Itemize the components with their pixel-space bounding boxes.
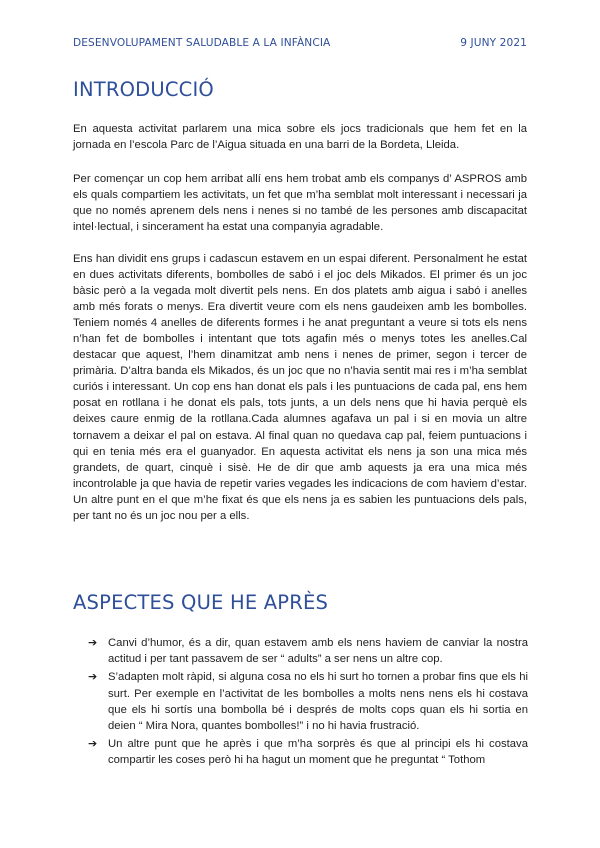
- arrow-bullet-icon: ➔: [88, 737, 98, 751]
- page-header: [73, 37, 527, 53]
- learned-heading: ASPECTES QUE HE APRÈS: [73, 591, 329, 614]
- list-item: [88, 635, 528, 667]
- list-item-text: S’adapten molt ràpid, si alguna cosa no els hi surt ho tornen a probar fins que els hi surt. Per exemple en l’activitat de les bombolles a molts nens nens els hi costava que els hi sortís una bombolla bé i després de molts cops quan els hi sortia en deien “ Mira Nora, quantes bombolles!” i no hi havia frustració.: [108, 671, 528, 732]
- intro-paragraph-2: Per començar un cop hem arribat allí ens hem trobat amb els companys d’ ASPROS amb els quals compartiem les activitats, un fet que m’ha semblat molt interessant i necessari ja que no només aprenem dels nens i nenes si no també de les persones amb discapacitat intel·lectual, i sincerament ha estat una companyia agradable.: [73, 173, 527, 234]
- introduction-heading: INTRODUCCIÓ: [73, 78, 214, 101]
- intro-paragraph-1: En aquesta activitat parlarem una mica sobre els jocs tradicionals que hem fet en la jornada en l’escola Parc de l’Aigua situada en una barri de la Bordeta, Lleida.: [73, 123, 527, 152]
- intro-paragraph-3: Ens han dividit ens grups i cadascun estavem en un espai diferent. Personalment he estat en dues activitats diferents, bombolles de sabó i el joc dels Mikados. El primer és un joc bàsic però a la vegada molt divertit pels nens. En dos platets amb aigua i sabó i anelles amb més forats o menys. Era divertit veure com els nens gaudeixen amb les bombolles. Teniem només 4 anelles de diferents formes i he anat preguntant a veure si tots els nens n’han fet de bombolles i intentant que tots agafin més o menys totes les anelles.Cal destacar que aquest, l’hem dinamitzat amb nens i nenes de primer, segon i tercer de primària. D’altra banda els Mikados, és un joc que no n’havia sentit mai res i m’ha semblat curiós i interessant. Un cop ens han donat els pals i les puntuacions de cada pal, ens hem posat en rotllana i he donat els pals, tots junts, a un dels nens que hi havia perquè els deixes caure enmig de la rotllana.Cada alumnes agafava un pal i si en movia un altre tornavem a deixar el pal on estava. Al final quan no quedava cap pal, feiem puntuacions i qui en tenia més era el guanyador. En aquesta activitat els nens ja son una mica més grandets, de quart, cinquè i sisè. He de dir que amb aquests ja era una mica més incontrolable ja que havia de repetir varies vegades les indicacions de com haviem d’estar. Un altre punt en el que m’he fixat és que els nens ja es sabien les puntuacions dels pals, per tant no és un joc nou per a ells.: [73, 253, 528, 522]
- header-title: DESENVOLUPAMENT SALUDABLE A LA INFÀNCIA: [73, 37, 331, 49]
- header-date: 9 JUNY 2021: [460, 37, 527, 49]
- list-item: [88, 669, 528, 733]
- learned-list: [88, 635, 528, 771]
- list-item: [88, 736, 528, 768]
- arrow-bullet-icon: ➔: [88, 670, 98, 684]
- list-item-text: Un altre punt que he après i que m’ha sorprès és que al principi els hi costava compartir les coses però hi ha hagut un moment que he preguntat “ Tothom: [108, 738, 528, 767]
- list-item-text: Canvi d’humor, és a dir, quan estavem amb els nens haviem de canviar la nostra actitud i per tant passavem de ser “ adults” a ser nens un altre cop.: [108, 637, 528, 666]
- arrow-bullet-icon: ➔: [88, 636, 98, 649]
